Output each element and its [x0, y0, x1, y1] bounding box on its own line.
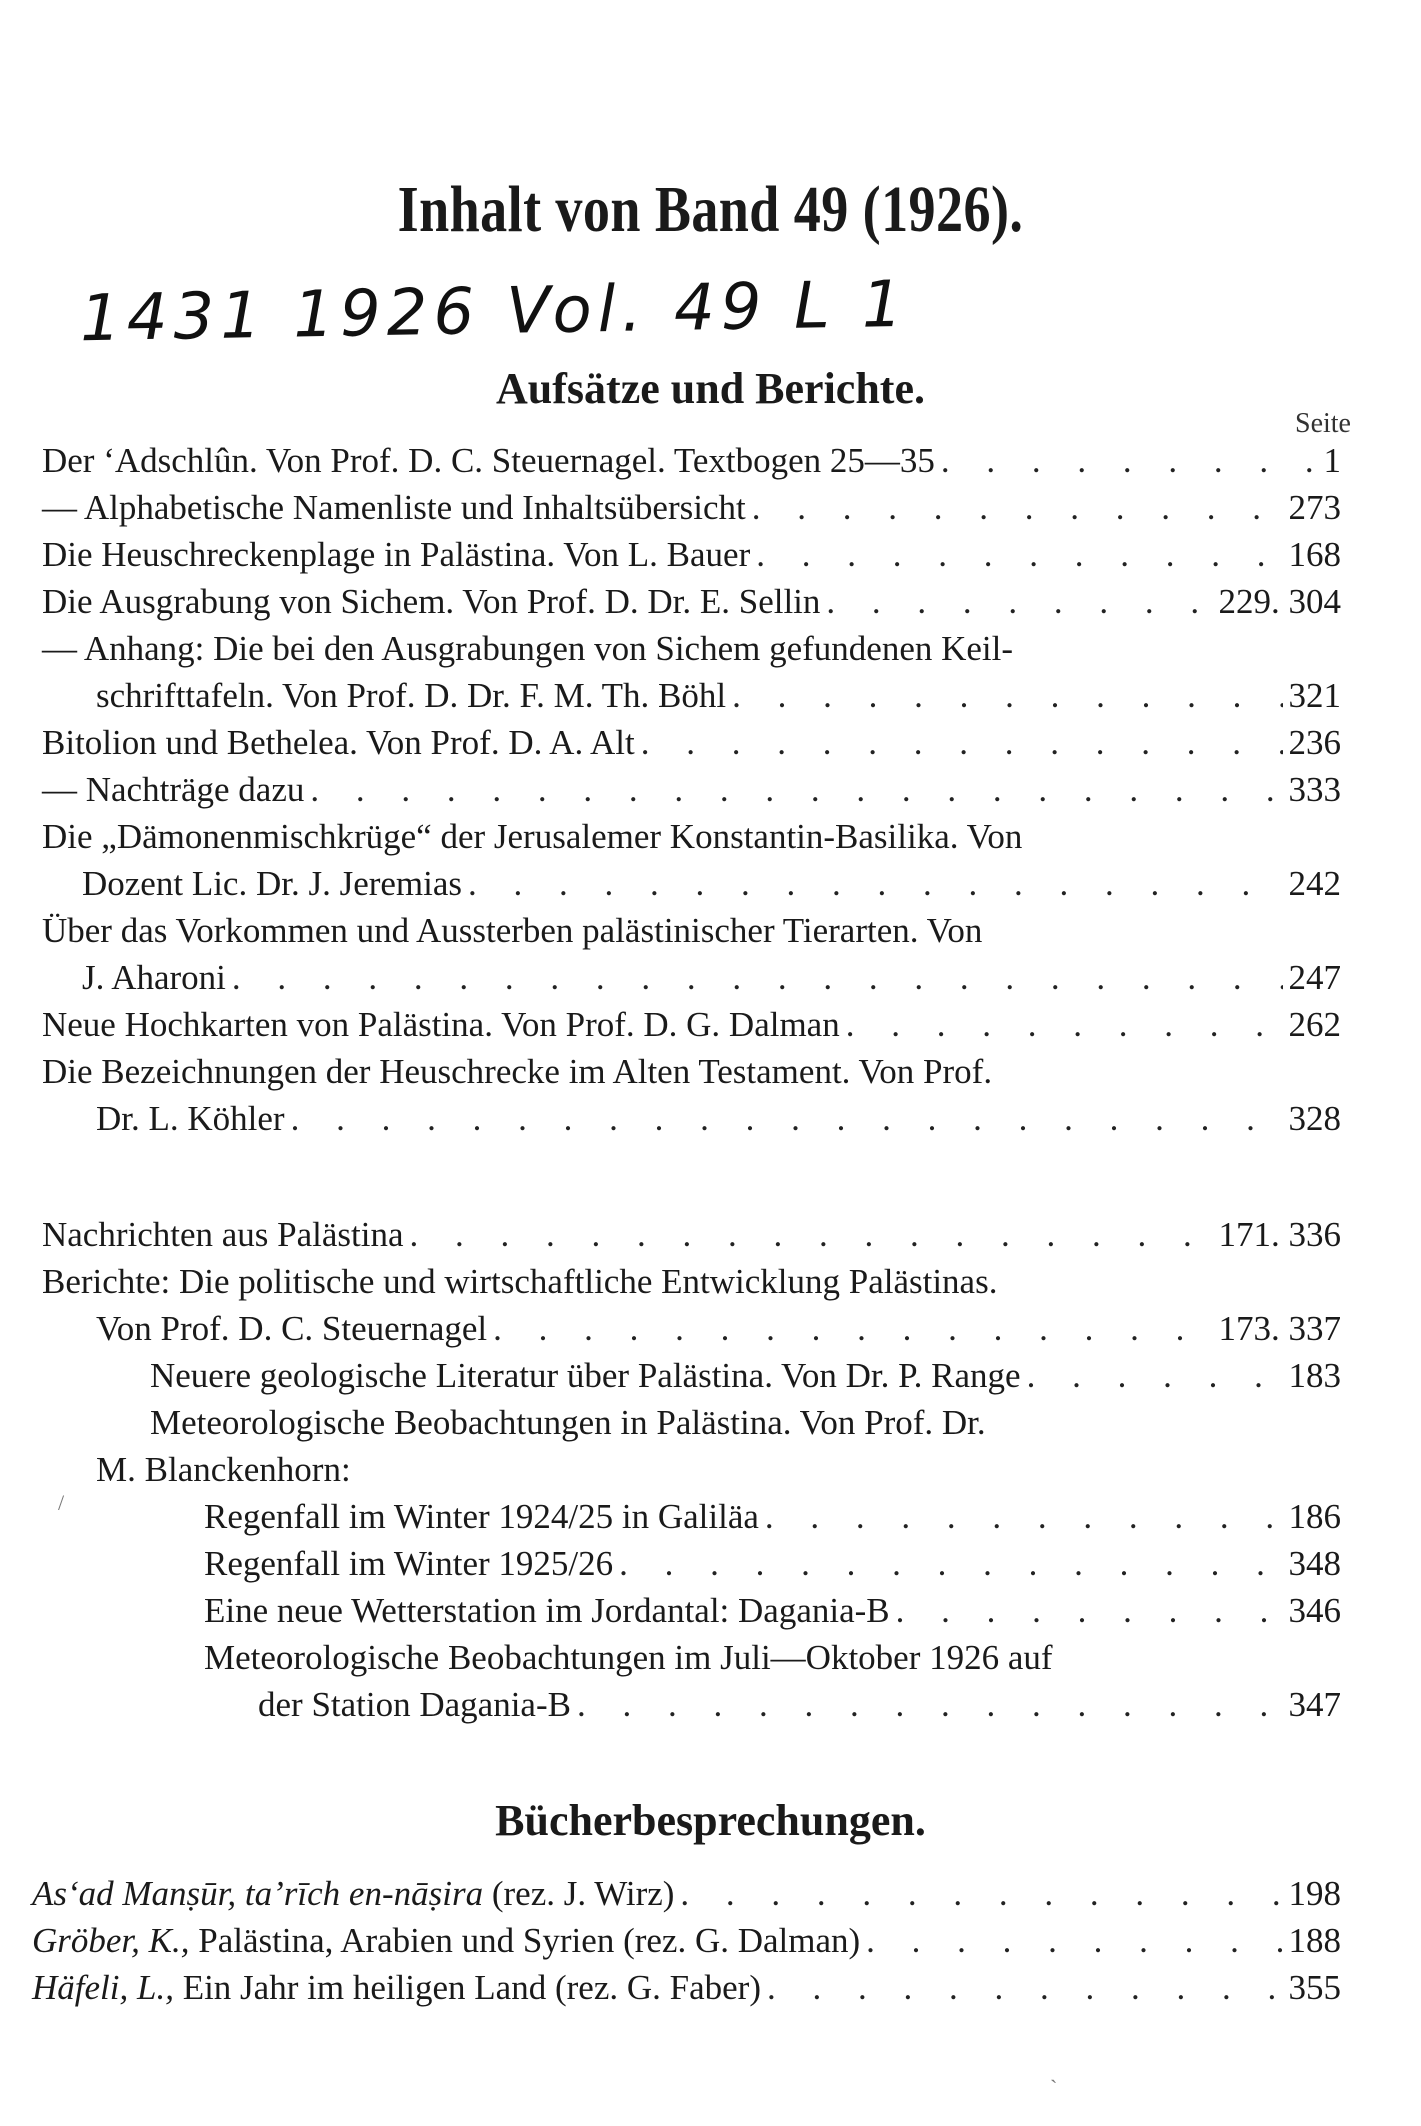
- toc-entry-page: 1: [1323, 441, 1341, 480]
- toc-entry-text: Bitolion und Bethelea. Von Prof. D. A. Alt: [42, 723, 635, 762]
- review-text: Ein Jahr im heiligen Land (rez. G. Faber): [182, 1968, 761, 2007]
- toc-entry-text: J. Aharoni: [82, 958, 226, 997]
- handwritten-shelfmark: 1431 1926 Vol. 49 L 1: [79, 267, 910, 357]
- toc-entry-text: Neuere geologische Literatur über Palästina. Von Dr. P. Range: [150, 1356, 1021, 1395]
- toc-entry-page: 173. 337: [1218, 1309, 1341, 1348]
- toc-entry[interactable]: [150, 1353, 1341, 1399]
- toc-entry-page: 346: [1288, 1591, 1341, 1630]
- toc-entry-text: Regenfall im Winter 1924/25 in Galiläa: [204, 1497, 759, 1536]
- toc-entry[interactable]: [96, 1096, 1341, 1142]
- toc-entry-page: 229. 304: [1218, 582, 1341, 621]
- toc-entry[interactable]: [258, 1682, 1341, 1728]
- toc-entry[interactable]: [42, 908, 1341, 954]
- review-text: Palästina, Arabien und Syrien (rez. G. Dalman): [198, 1921, 861, 1960]
- stray-mark: `: [1050, 2075, 1058, 2100]
- review-page: 355: [1288, 1968, 1341, 2007]
- toc-entry[interactable]: [42, 814, 1341, 860]
- review-entry[interactable]: [32, 1918, 1341, 1964]
- toc-entry[interactable]: [150, 1400, 1341, 1446]
- toc-entry-page: 273: [1288, 488, 1341, 527]
- toc-entry-page: 168: [1288, 535, 1341, 574]
- review-author: As‘ad Manṣūr, ta’rīch en-nāṣira: [32, 1874, 484, 1913]
- toc-entry-page: 236: [1288, 723, 1341, 762]
- toc-entry-page: 262: [1288, 1005, 1341, 1044]
- toc-entry[interactable]: [42, 1212, 1341, 1258]
- toc-entry[interactable]: [42, 485, 1341, 531]
- review-page: 198: [1288, 1874, 1341, 1913]
- toc-entry-text: — Alphabetische Namenliste und Inhaltsübersicht: [42, 488, 746, 527]
- toc-entry-page: 321: [1288, 676, 1341, 715]
- toc-entry-page: 183: [1288, 1356, 1341, 1395]
- toc-entry-text: Die Ausgrabung von Sichem. Von Prof. D. Dr. E. Sellin: [42, 582, 821, 621]
- toc-entry[interactable]: [42, 1002, 1341, 1048]
- toc-entry-text: Die Bezeichnungen der Heuschrecke im Alten Testament. Von Prof.: [42, 1052, 993, 1091]
- toc-entry-text: — Nachträge dazu: [42, 770, 305, 809]
- toc-entry-page: 242: [1288, 864, 1341, 903]
- toc-entry[interactable]: [82, 861, 1341, 907]
- review-author: Gröber, K.,: [32, 1921, 190, 1960]
- toc-entry-text: Über das Vorkommen und Aussterben palästinischer Tierarten. Von: [42, 911, 983, 950]
- toc-entry-page: 347: [1288, 1685, 1341, 1724]
- review-entry[interactable]: [32, 1965, 1341, 2011]
- toc-entry[interactable]: [204, 1588, 1341, 1634]
- toc-entry-text: Nachrichten aus Palästina: [42, 1215, 404, 1254]
- toc-entry-page: 333: [1288, 770, 1341, 809]
- toc-entry[interactable]: [204, 1541, 1341, 1587]
- toc-entry-text: Dozent Lic. Dr. J. Jeremias: [82, 864, 463, 903]
- toc-entry-page: 328: [1288, 1099, 1341, 1138]
- toc-entry-text: Regenfall im Winter 1925/26: [204, 1544, 614, 1583]
- page-title: Inhalt von Band 49 (1926).: [397, 173, 1024, 246]
- seite-label: Seite: [1295, 408, 1351, 439]
- toc-entry-text: Eine neue Wetterstation im Jordantal: Dagania-B: [204, 1591, 890, 1630]
- toc-entry[interactable]: [42, 767, 1341, 813]
- toc-entry-text: Berichte: Die politische und wirtschaftliche Entwicklung Palästinas.: [42, 1262, 998, 1301]
- review-page: 188: [1288, 1921, 1341, 1960]
- toc-entry-text: Die Heuschreckenplage in Palästina. Von L. Bauer: [42, 535, 751, 574]
- toc-entry[interactable]: [204, 1494, 1341, 1540]
- toc-entry[interactable]: [96, 1447, 1341, 1493]
- toc-entry-text: M. Blanckenhorn:: [96, 1450, 351, 1489]
- toc-entry[interactable]: [96, 1306, 1341, 1352]
- toc-entry[interactable]: [42, 579, 1341, 625]
- toc-entry[interactable]: [42, 1259, 1341, 1305]
- stray-mark: /: [58, 1490, 65, 1515]
- toc-entry[interactable]: [42, 720, 1341, 766]
- toc-entry[interactable]: [42, 532, 1341, 578]
- toc-entry-text: Meteorologische Beobachtungen in Palästina. Von Prof. Dr.: [150, 1403, 986, 1442]
- section-heading-buecherbesprechungen: Bücherbesprechungen.: [495, 1796, 926, 1845]
- toc-entry-text: Meteorologische Beobachtungen im Juli—Oktober 1926 auf: [204, 1638, 1053, 1677]
- toc-entry[interactable]: [42, 1049, 1341, 1095]
- toc-entry-text: — Anhang: Die bei den Ausgrabungen von Sichem gefundenen Keil-: [42, 629, 1014, 668]
- toc-entry-text: der Station Dagania-B: [258, 1685, 571, 1724]
- toc-entry-text: Der ‘Adschlûn. Von Prof. D. C. Steuernagel. Textbogen 25—35: [42, 441, 935, 480]
- toc-entry[interactable]: [82, 955, 1341, 1001]
- toc-entry-text: Neue Hochkarten von Palästina. Von Prof. D. G. Dalman: [42, 1005, 840, 1044]
- toc-entry-page: 348: [1288, 1544, 1341, 1583]
- toc-entry-text: Von Prof. D. C. Steuernagel: [96, 1309, 488, 1348]
- toc-entry-page: 171. 336: [1218, 1215, 1341, 1254]
- toc-entry[interactable]: [42, 438, 1341, 484]
- review-author: Häfeli, L.,: [32, 1968, 174, 2007]
- toc-entry[interactable]: [42, 626, 1341, 672]
- toc-entry-text: Dr. L. Köhler: [96, 1099, 285, 1138]
- toc-entry-text: Die „Dämonenmischkrüge“ der Jerusalemer Konstantin-Basilika. Von: [42, 817, 1023, 856]
- review-text: (rez. J. Wirz): [491, 1874, 675, 1913]
- toc-entry-text: schrifttafeln. Von Prof. D. Dr. F. M. Th. Böhl: [96, 676, 727, 715]
- toc-entry-page: 247: [1288, 958, 1341, 997]
- toc-entry-page: 186: [1288, 1497, 1341, 1536]
- toc-entry[interactable]: [204, 1635, 1341, 1681]
- toc-entry[interactable]: [96, 673, 1341, 719]
- review-entry[interactable]: [32, 1871, 1341, 1917]
- section-heading-aufsaetze: Aufsätze und Berichte.: [496, 364, 925, 413]
